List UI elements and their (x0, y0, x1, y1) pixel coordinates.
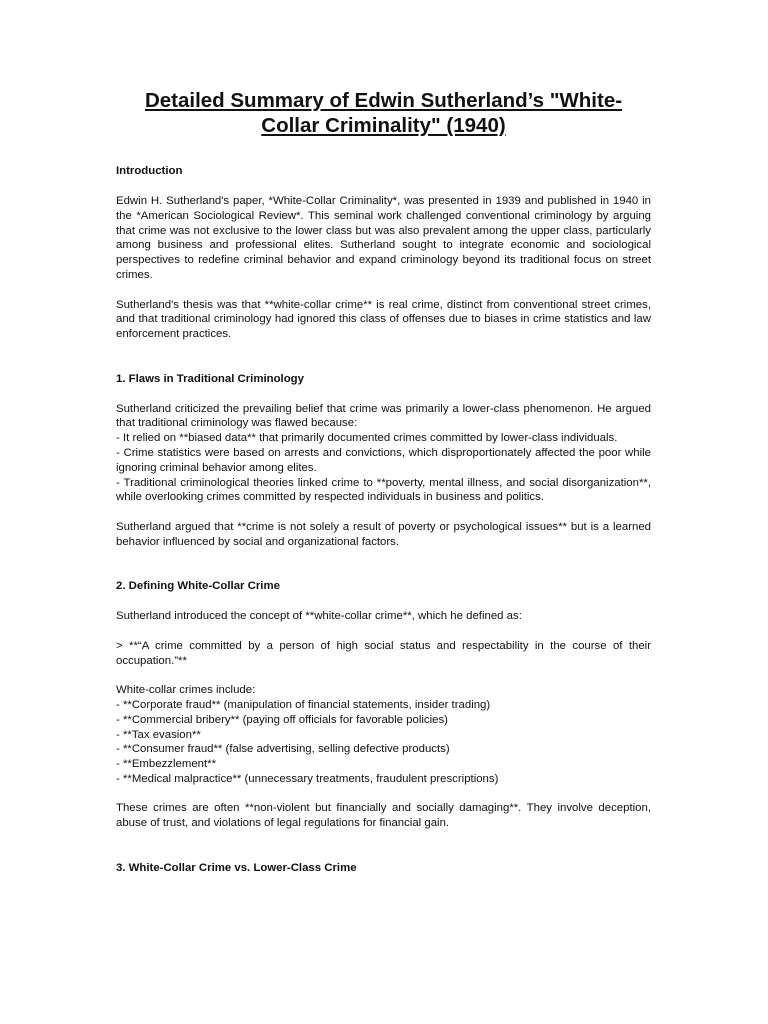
introduction-paragraph-1: Edwin H. Sutherland's paper, *White-Collar Criminality*, was presented in 1939 and published in 1940 in the *American Sociological Review*. This seminal work challenged conventional criminology by arguing that crime was not exclusive to the lower class but was also prevalent among the upper class, particularly among business and professional elites. Sutherland sought to integrate economic and sociological perspectives to redefine criminal behavior and expand criminology beyond its traditional focus on street crimes. (116, 195, 651, 281)
list-item: - **Embezzlement** (116, 758, 217, 771)
document-title: Detailed Summary of Edwin Sutherland’s "White-Collar Criminality" (1940) (144, 89, 623, 137)
list-item: - It relied on **biased data** that primarily documented crimes committed by lower-class individuals. (116, 432, 618, 445)
list-item: - **Tax evasion** (116, 728, 201, 741)
section-1-intro: Sutherland criticized the prevailing belief that crime was primarily a lower-class phenomenon. He argued that traditional criminology was flawed because: (116, 402, 651, 430)
section-1-heading: 1. Flaws in Traditional Criminology (116, 372, 304, 385)
introduction-paragraph-2: Sutherland's thesis was that **white-collar crime** is real crime, distinct from conventional street crimes, and that traditional criminology had ignored this class of offenses due to biases in crime statistics and law enforcement practices. (116, 298, 651, 341)
list-item: - Crime statistics were based on arrests and convictions, which disproportionately affected the poor while ignoring criminal behavior among elites. (116, 446, 651, 474)
list-item: - **Consumer fraud** (false advertising, selling defective products) (116, 743, 450, 756)
section-2-heading: 2. Defining White-Collar Crime (116, 580, 280, 593)
white-collar-crime-list (116, 683, 651, 787)
section-1-conclusion: Sutherland argued that **crime is not solely a result of poverty or psychological issues** but is a learned behavior influenced by social and organizational factors. (116, 520, 651, 548)
list-item: - Traditional criminological theories linked crime to **poverty, mental illness, and social disorganization**, while overlooking crimes committed by respected individuals in business and politics. (116, 476, 651, 504)
section-1-points (116, 402, 651, 506)
list-intro: White-collar crimes include: (116, 684, 256, 697)
definition-quote: > **“A crime committed by a person of high social status and respectability in the course of their occupation.”** (116, 639, 651, 667)
section-2-conclusion: These crimes are often **non-violent but financially and socially damaging**. They involve deception, abuse of trust, and violations of legal regulations for financial gain. (116, 802, 651, 830)
introduction-heading: Introduction (116, 165, 183, 177)
list-item: - **Corporate fraud** (manipulation of financial statements, insider trading) (116, 698, 491, 711)
list-item: - **Commercial bribery** (paying off officials for favorable policies) (116, 713, 448, 726)
list-item: - **Medical malpractice** (unnecessary treatments, fraudulent prescriptions) (116, 772, 499, 785)
section-2-intro: Sutherland introduced the concept of **white-collar crime**, which he defined as: (116, 610, 522, 623)
document-page (116, 88, 651, 891)
section-3-heading: 3. White-Collar Crime vs. Lower-Class Crime (116, 861, 357, 874)
